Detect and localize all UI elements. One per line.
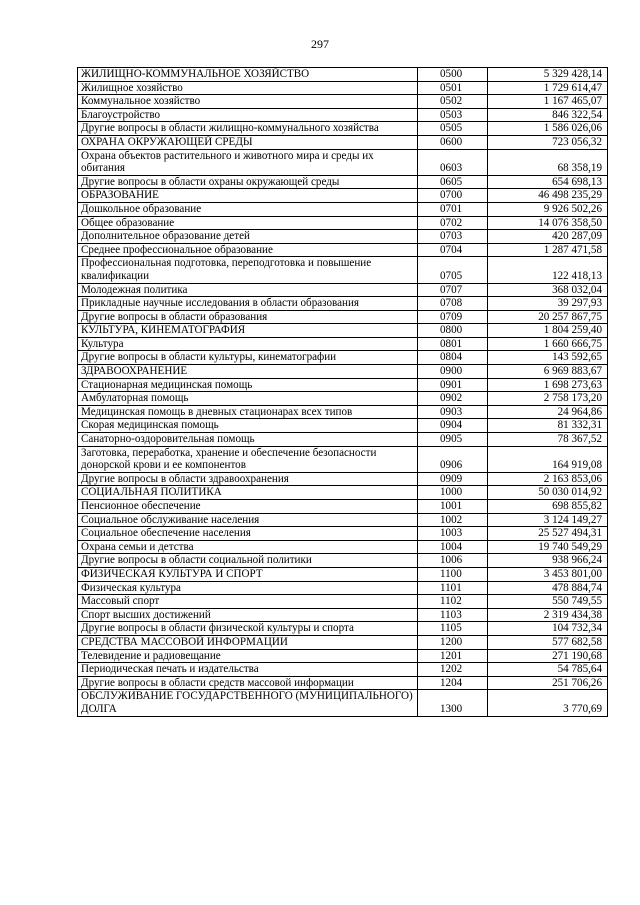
table-row bbox=[78, 433, 608, 447]
row-amount-cell: 24 964,86 bbox=[488, 405, 608, 419]
row-name-cell: ОХРАНА ОКРУЖАЮЩЕЙ СРЕДЫ bbox=[78, 135, 418, 149]
row-code-cell: 0705 bbox=[418, 257, 488, 283]
table-row bbox=[78, 472, 608, 486]
table-row bbox=[78, 500, 608, 514]
row-name-cell: Охрана объектов растительного и животного мира и среды их обитания bbox=[78, 149, 418, 175]
row-code-cell: 0605 bbox=[418, 175, 488, 189]
row-code-cell: 0801 bbox=[418, 337, 488, 351]
row-name-cell: Жилищное хозяйство bbox=[78, 81, 418, 95]
row-code-cell: 0701 bbox=[418, 202, 488, 216]
table-row bbox=[78, 527, 608, 541]
row-name-cell: Культура bbox=[78, 337, 418, 351]
row-amount-cell: 6 969 883,67 bbox=[488, 365, 608, 379]
row-name-cell: Среднее профессиональное образование bbox=[78, 243, 418, 257]
row-name-cell: Прикладные научные исследования в области образования bbox=[78, 297, 418, 311]
row-code-cell: 0505 bbox=[418, 122, 488, 136]
table-row bbox=[78, 243, 608, 257]
row-code-cell: 1100 bbox=[418, 567, 488, 581]
row-name-cell: Профессиональная подготовка, переподготовка и повышение квалификации bbox=[78, 257, 418, 283]
row-name-cell: Другие вопросы в области социальной политики bbox=[78, 554, 418, 568]
row-code-cell: 1001 bbox=[418, 500, 488, 514]
table-row bbox=[78, 95, 608, 109]
row-code-cell: 0901 bbox=[418, 378, 488, 392]
row-code-cell: 0503 bbox=[418, 108, 488, 122]
budget-table-body bbox=[78, 68, 608, 717]
row-code-cell: 1004 bbox=[418, 540, 488, 554]
row-amount-cell: 1 660 666,75 bbox=[488, 337, 608, 351]
row-name-cell: Скорая медицинская помощь bbox=[78, 419, 418, 433]
row-amount-cell: 20 257 867,75 bbox=[488, 310, 608, 324]
row-code-cell: 0703 bbox=[418, 230, 488, 244]
row-amount-cell: 78 367,52 bbox=[488, 433, 608, 447]
row-code-cell: 0704 bbox=[418, 243, 488, 257]
table-row bbox=[78, 257, 608, 283]
row-name-cell: Стационарная медицинская помощь bbox=[78, 378, 418, 392]
row-amount-cell: 3 770,69 bbox=[488, 690, 608, 716]
row-amount-cell: 3 453 801,00 bbox=[488, 567, 608, 581]
table-row bbox=[78, 135, 608, 149]
row-amount-cell: 164 919,08 bbox=[488, 446, 608, 472]
table-row bbox=[78, 149, 608, 175]
row-name-cell: Другие вопросы в области физической культуры и спорта bbox=[78, 622, 418, 636]
row-code-cell: 1000 bbox=[418, 486, 488, 500]
row-name-cell: Дополнительное образование детей bbox=[78, 230, 418, 244]
row-amount-cell: 3 124 149,27 bbox=[488, 513, 608, 527]
row-amount-cell: 143 592,65 bbox=[488, 351, 608, 365]
row-name-cell: Массовый спорт bbox=[78, 595, 418, 609]
row-code-cell: 0905 bbox=[418, 433, 488, 447]
row-code-cell: 0702 bbox=[418, 216, 488, 230]
row-amount-cell: 2 163 853,06 bbox=[488, 472, 608, 486]
row-code-cell: 1103 bbox=[418, 608, 488, 622]
row-amount-cell: 25 527 494,31 bbox=[488, 527, 608, 541]
table-row bbox=[78, 351, 608, 365]
row-name-cell: Коммунальное хозяйство bbox=[78, 95, 418, 109]
row-name-cell: Другие вопросы в области охраны окружающей среды bbox=[78, 175, 418, 189]
row-code-cell: 0707 bbox=[418, 283, 488, 297]
table-row bbox=[78, 446, 608, 472]
row-amount-cell: 46 498 235,29 bbox=[488, 189, 608, 203]
row-code-cell: 0904 bbox=[418, 419, 488, 433]
row-amount-cell: 2 758 173,20 bbox=[488, 392, 608, 406]
row-name-cell: Физическая культура bbox=[78, 581, 418, 595]
table-row bbox=[78, 68, 608, 82]
row-name-cell: Другие вопросы в области образования bbox=[78, 310, 418, 324]
table-row bbox=[78, 202, 608, 216]
row-amount-cell: 122 418,13 bbox=[488, 257, 608, 283]
row-code-cell: 0906 bbox=[418, 446, 488, 472]
row-amount-cell: 1 287 471,58 bbox=[488, 243, 608, 257]
table-row bbox=[78, 649, 608, 663]
row-code-cell: 0600 bbox=[418, 135, 488, 149]
row-name-cell: Социальное обеспечение населения bbox=[78, 527, 418, 541]
row-name-cell: ОБСЛУЖИВАНИЕ ГОСУДАРСТВЕННОГО (МУНИЦИПАЛЬНОГО) ДОЛГА bbox=[78, 690, 418, 716]
row-name-cell: Молодежная политика bbox=[78, 283, 418, 297]
row-code-cell: 1300 bbox=[418, 690, 488, 716]
table-row bbox=[78, 392, 608, 406]
row-amount-cell: 1 804 259,40 bbox=[488, 324, 608, 338]
row-amount-cell: 14 076 358,50 bbox=[488, 216, 608, 230]
row-amount-cell: 54 785,64 bbox=[488, 663, 608, 677]
row-code-cell: 1006 bbox=[418, 554, 488, 568]
table-row bbox=[78, 122, 608, 136]
row-amount-cell: 68 358,19 bbox=[488, 149, 608, 175]
table-row bbox=[78, 175, 608, 189]
table-row bbox=[78, 690, 608, 716]
row-name-cell: Охрана семьи и детства bbox=[78, 540, 418, 554]
table-row bbox=[78, 365, 608, 379]
row-amount-cell: 39 297,93 bbox=[488, 297, 608, 311]
row-name-cell: ЗДРАВООХРАНЕНИЕ bbox=[78, 365, 418, 379]
row-code-cell: 1105 bbox=[418, 622, 488, 636]
row-name-cell: Медицинская помощь в дневных стационарах всех типов bbox=[78, 405, 418, 419]
row-amount-cell: 1 698 273,63 bbox=[488, 378, 608, 392]
row-amount-cell: 81 332,31 bbox=[488, 419, 608, 433]
table-row bbox=[78, 540, 608, 554]
row-amount-cell: 368 032,04 bbox=[488, 283, 608, 297]
table-row bbox=[78, 81, 608, 95]
row-name-cell: Другие вопросы в области жилищно-коммунального хозяйства bbox=[78, 122, 418, 136]
row-amount-cell: 654 698,13 bbox=[488, 175, 608, 189]
row-amount-cell: 723 056,32 bbox=[488, 135, 608, 149]
row-code-cell: 0502 bbox=[418, 95, 488, 109]
row-amount-cell: 9 926 502,26 bbox=[488, 202, 608, 216]
table-row bbox=[78, 324, 608, 338]
row-name-cell: Санаторно-оздоровительная помощь bbox=[78, 433, 418, 447]
table-row bbox=[78, 554, 608, 568]
row-amount-cell: 1 167 465,07 bbox=[488, 95, 608, 109]
table-row bbox=[78, 337, 608, 351]
row-amount-cell: 2 319 434,38 bbox=[488, 608, 608, 622]
row-name-cell: СРЕДСТВА МАССОВОЙ ИНФОРМАЦИИ bbox=[78, 635, 418, 649]
row-amount-cell: 5 329 428,14 bbox=[488, 68, 608, 82]
row-amount-cell: 104 732,34 bbox=[488, 622, 608, 636]
row-code-cell: 1102 bbox=[418, 595, 488, 609]
row-amount-cell: 271 190,68 bbox=[488, 649, 608, 663]
table-row bbox=[78, 513, 608, 527]
row-code-cell: 0500 bbox=[418, 68, 488, 82]
row-amount-cell: 698 855,82 bbox=[488, 500, 608, 514]
table-row bbox=[78, 310, 608, 324]
table-row bbox=[78, 622, 608, 636]
row-name-cell: КУЛЬТУРА, КИНЕМАТОГРАФИЯ bbox=[78, 324, 418, 338]
row-code-cell: 0700 bbox=[418, 189, 488, 203]
row-name-cell: Амбулаторная помощь bbox=[78, 392, 418, 406]
table-row bbox=[78, 230, 608, 244]
row-name-cell: Телевидение и радиовещание bbox=[78, 649, 418, 663]
row-code-cell: 1200 bbox=[418, 635, 488, 649]
table-row bbox=[78, 297, 608, 311]
row-code-cell: 0900 bbox=[418, 365, 488, 379]
table-row bbox=[78, 486, 608, 500]
row-code-cell: 0709 bbox=[418, 310, 488, 324]
row-name-cell: Пенсионное обеспечение bbox=[78, 500, 418, 514]
row-code-cell: 0708 bbox=[418, 297, 488, 311]
row-amount-cell: 846 322,54 bbox=[488, 108, 608, 122]
row-name-cell: СОЦИАЛЬНАЯ ПОЛИТИКА bbox=[78, 486, 418, 500]
row-code-cell: 1201 bbox=[418, 649, 488, 663]
table-row bbox=[78, 608, 608, 622]
row-code-cell: 0804 bbox=[418, 351, 488, 365]
row-code-cell: 0903 bbox=[418, 405, 488, 419]
row-code-cell: 0800 bbox=[418, 324, 488, 338]
row-amount-cell: 251 706,26 bbox=[488, 676, 608, 690]
row-name-cell: Периодическая печать и издательства bbox=[78, 663, 418, 677]
budget-expenditure-table bbox=[77, 67, 608, 717]
row-code-cell: 1204 bbox=[418, 676, 488, 690]
table-row bbox=[78, 635, 608, 649]
row-code-cell: 0603 bbox=[418, 149, 488, 175]
row-name-cell: Общее образование bbox=[78, 216, 418, 230]
row-code-cell: 1101 bbox=[418, 581, 488, 595]
table-row bbox=[78, 419, 608, 433]
row-name-cell: ЖИЛИЩНО-КОММУНАЛЬНОЕ ХОЗЯЙСТВО bbox=[78, 68, 418, 82]
row-code-cell: 0501 bbox=[418, 81, 488, 95]
row-amount-cell: 478 884,74 bbox=[488, 581, 608, 595]
row-name-cell: Благоустройство bbox=[78, 108, 418, 122]
table-row bbox=[78, 663, 608, 677]
row-amount-cell: 19 740 549,29 bbox=[488, 540, 608, 554]
row-code-cell: 1002 bbox=[418, 513, 488, 527]
row-name-cell: Другие вопросы в области культуры, кинематографии bbox=[78, 351, 418, 365]
table-row bbox=[78, 567, 608, 581]
row-name-cell: ОБРАЗОВАНИЕ bbox=[78, 189, 418, 203]
table-row bbox=[78, 283, 608, 297]
table-row bbox=[78, 595, 608, 609]
row-amount-cell: 938 966,24 bbox=[488, 554, 608, 568]
table-row bbox=[78, 581, 608, 595]
row-code-cell: 1202 bbox=[418, 663, 488, 677]
table-row bbox=[78, 108, 608, 122]
table-row bbox=[78, 189, 608, 203]
row-name-cell: Другие вопросы в области средств массовой информации bbox=[78, 676, 418, 690]
table-row bbox=[78, 216, 608, 230]
table-row bbox=[78, 378, 608, 392]
row-amount-cell: 1 586 026,06 bbox=[488, 122, 608, 136]
row-code-cell: 0909 bbox=[418, 472, 488, 486]
row-amount-cell: 50 030 014,92 bbox=[488, 486, 608, 500]
row-amount-cell: 577 682,58 bbox=[488, 635, 608, 649]
row-name-cell: Заготовка, переработка, хранение и обеспечение безопасности донорской крови и ее компонентов bbox=[78, 446, 418, 472]
row-code-cell: 1003 bbox=[418, 527, 488, 541]
row-amount-cell: 420 287,09 bbox=[488, 230, 608, 244]
page-number: 297 bbox=[311, 37, 329, 51]
table-row bbox=[78, 405, 608, 419]
row-name-cell: ФИЗИЧЕСКАЯ КУЛЬТУРА И СПОРТ bbox=[78, 567, 418, 581]
row-name-cell: Социальное обслуживание населения bbox=[78, 513, 418, 527]
row-name-cell: Спорт высших достижений bbox=[78, 608, 418, 622]
row-amount-cell: 1 729 614,47 bbox=[488, 81, 608, 95]
row-name-cell: Другие вопросы в области здравоохранения bbox=[78, 472, 418, 486]
row-name-cell: Дошкольное образование bbox=[78, 202, 418, 216]
row-amount-cell: 550 749,55 bbox=[488, 595, 608, 609]
row-code-cell: 0902 bbox=[418, 392, 488, 406]
table-row bbox=[78, 676, 608, 690]
